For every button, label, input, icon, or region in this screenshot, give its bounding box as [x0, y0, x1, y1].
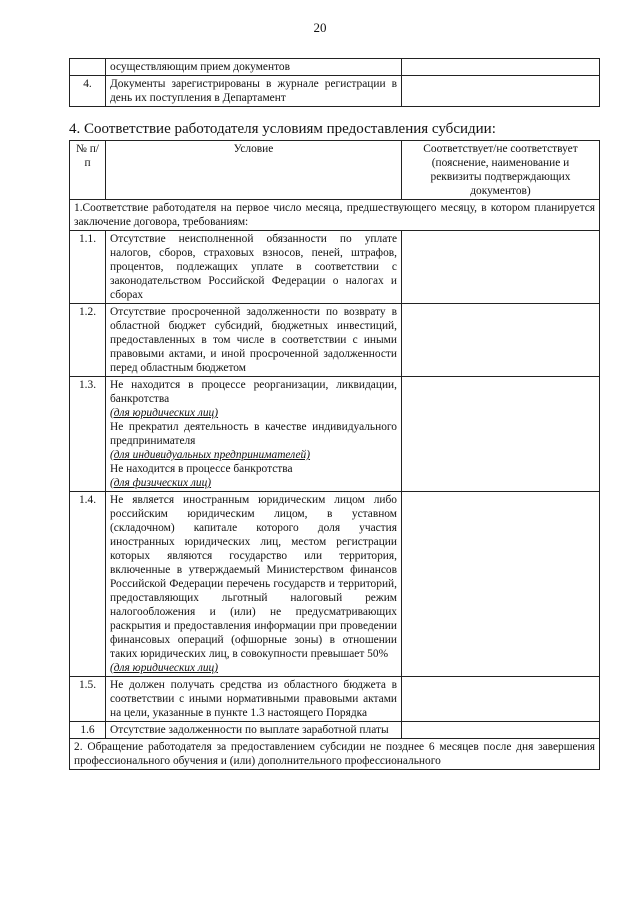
row-text: Документы зарегистрированы в журнале регистрации в день их поступления в Департамент — [106, 76, 402, 107]
note-individual: (для физических лиц) — [110, 477, 212, 489]
condition-individual: Не находится в процессе банкротства — [110, 463, 293, 475]
group-row — [70, 200, 600, 231]
row-note: (для юридических лиц) — [110, 662, 219, 674]
row-number: 1.5. — [70, 677, 106, 722]
row-text: Отсутствие просроченной задолженности по возврату в областной бюджет субсидий, бюджетных инвестиций, предоставленных в том числе в соответствии с иными правовыми актами, и иной просроченной задолженности перед областным бюджетом — [106, 304, 402, 377]
row-number: 1.4. — [70, 492, 106, 677]
row-number: 1.2. — [70, 304, 106, 377]
header-compliance: Соответствует/не соответствует (пояснение, наименование и реквизиты подтверждающих документов) — [402, 141, 600, 200]
group-2-text: 2. Обращение работодателя за предоставлением субсидии не позднее 6 месяцев после дня завершения профессионального обучения и (или) дополнительного профессионального — [70, 739, 600, 770]
conditions-table — [69, 140, 600, 770]
row-number: 1.6 — [70, 722, 106, 739]
row-compliance-cell — [402, 677, 600, 722]
row-text-multi — [106, 492, 402, 677]
row-number: 1.1. — [70, 231, 106, 304]
header-number: № п/п — [70, 141, 106, 200]
row-compliance-cell — [402, 231, 600, 304]
condition-entrepreneur: Не прекратил деятельность в качестве индивидуального предпринимателя — [110, 421, 397, 447]
table-row — [70, 722, 600, 739]
row-number: 1.3. — [70, 377, 106, 492]
page-number: 20 — [313, 20, 327, 35]
table-row — [70, 304, 600, 377]
table-row — [70, 231, 600, 304]
group-row — [70, 739, 600, 770]
table-row — [70, 377, 600, 492]
row-text: Отсутствие задолженности по выплате заработной платы — [106, 722, 402, 739]
row-text: Не должен получать средства из областного бюджета в соответствии с иными нормативными правовыми актами на цели, указанные в пункте 1.3 настоящего Порядка — [106, 677, 402, 722]
row-compliance-cell — [402, 492, 600, 677]
header-row — [70, 141, 600, 200]
row-number — [70, 59, 106, 76]
note-legal-entity: (для юридических лиц) — [110, 407, 219, 419]
header-condition: Условие — [106, 141, 402, 200]
table-row — [70, 59, 600, 76]
row-compliance-cell — [402, 377, 600, 492]
row-compliance-cell — [402, 304, 600, 377]
row-compliance-cell — [402, 76, 600, 107]
table-row — [70, 76, 600, 107]
table-row — [70, 492, 600, 677]
condition-legal-entity: Не находится в процессе реорганизации, ликвидации, банкротства — [110, 379, 397, 405]
section-heading: 4. Соответствие работодателя условиям предоставления субсидии: — [69, 121, 496, 137]
row-text: Отсутствие неисполненной обязанности по уплате налогов, сборов, страховых взносов, пеней, штрафов, процентов, подлежащих уплате в соответствии с законодательством Российской Федерации о налогах и сборах — [106, 231, 402, 304]
row-compliance-cell — [402, 722, 600, 739]
row-number: 4. — [70, 76, 106, 107]
top-table — [69, 58, 600, 107]
row-text: осуществляющим прием документов — [106, 59, 402, 76]
table-row — [70, 677, 600, 722]
row-compliance-cell — [402, 59, 600, 76]
row-text-multi — [106, 377, 402, 492]
note-entrepreneur: (для индивидуальных предпринимателей) — [110, 449, 311, 461]
row-text: Не является иностранным юридическим лицом либо российским юридическим лицом, в уставном (складочном) капитале которого доля участия иностранных юридических лиц, местом регистрации которых являются государство или территория, включенные в утверждаемый Министерством финансов Российской Федерации перечень государств и территорий, предоставляющих льготный налоговый режим налогообложения и (или) не предусматривающих раскрытия и предоставления информации при проведении финансовых операций (офшорные зоны) в отношении таких юридических лиц, в совокупности превышает 50% — [110, 494, 397, 660]
group-1-text: 1.Соответствие работодателя на первое число месяца, предшествующего месяцу, в котором планируется заключение договора, требованиям: — [70, 200, 600, 231]
